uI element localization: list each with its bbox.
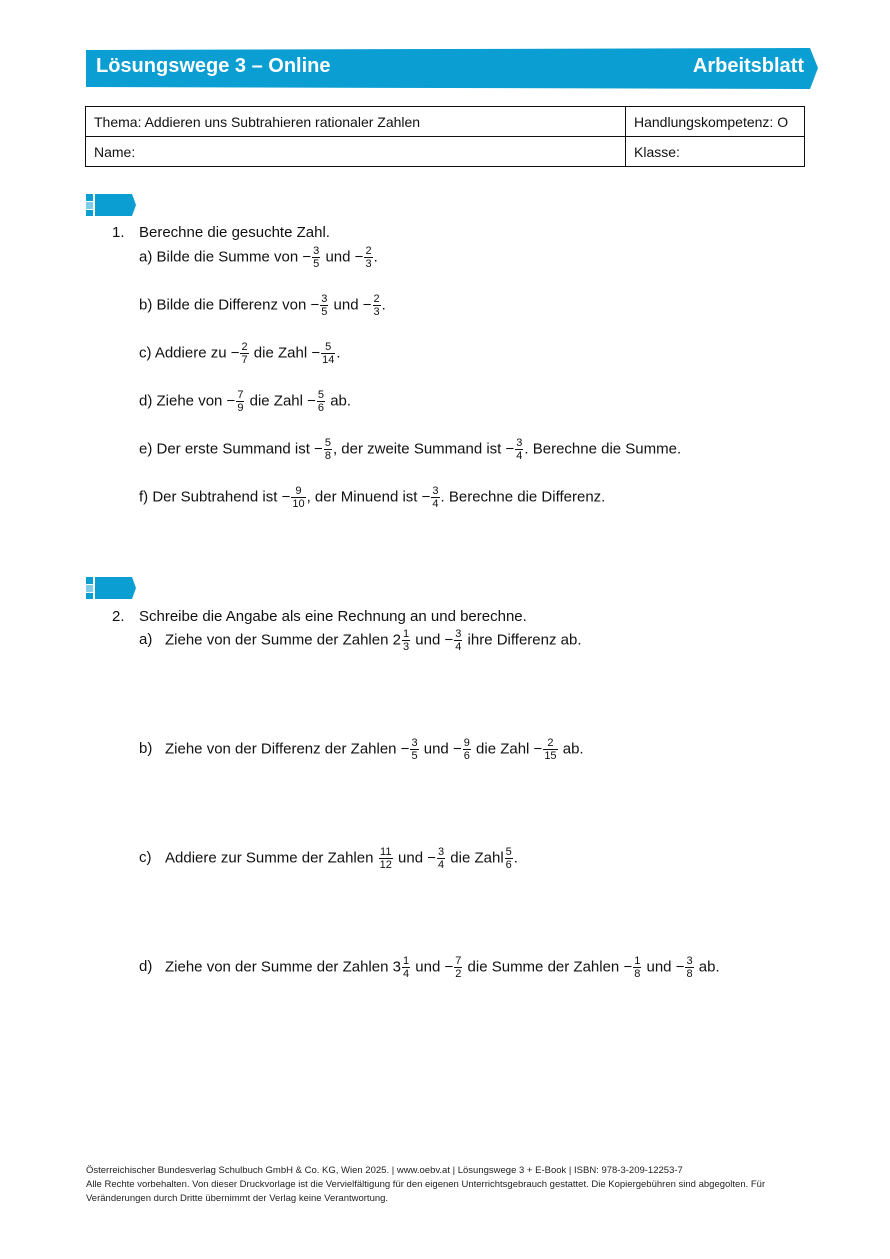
denominator: 2 [455,968,462,980]
text: und − [415,958,454,976]
denominator: 10 [292,498,305,510]
numerator: 2 [543,737,557,750]
numerator: 3 [516,437,523,449]
denominator: 5 [411,750,418,762]
text: d) Ziehe von − [139,392,236,410]
info-table [85,106,805,167]
text: c) Addiere zu − [139,344,240,362]
numerator: 9 [463,737,470,749]
fraction [454,628,462,653]
header-type: Arbeitsblatt [692,55,804,77]
fraction [236,389,244,414]
footer [86,1164,806,1206]
task1-b [139,293,386,318]
text: die Zahl − [253,344,321,362]
fraction [505,846,513,871]
numerator: 1 [402,955,410,967]
fraction [402,955,410,980]
text: . [336,344,341,362]
text: . [513,849,518,867]
fraction [410,737,418,762]
text: die Summe der Zahlen − [467,958,633,976]
text: Addiere zur Summe der Zahlen [165,849,374,867]
task1-a [139,245,378,270]
text: und − [398,849,436,867]
numerator: 3 [455,628,462,640]
numerator: 3 [686,955,693,967]
task1-e [139,437,681,462]
numerator: 1 [634,955,641,967]
fraction [543,737,557,762]
denominator: 4 [402,968,410,980]
fraction [402,628,410,653]
fraction [312,245,320,270]
item-label: a) [139,631,153,649]
text: und − [646,958,685,976]
klasse-cell[interactable]: Klasse: [626,137,805,167]
fraction [317,389,325,414]
numerator: 7 [237,389,244,401]
fraction [431,485,439,510]
task1-d [139,389,351,414]
fraction [321,341,335,366]
fraction [454,955,462,980]
text: ihre Differenz ab. [467,631,582,649]
fraction [633,955,641,980]
denominator: 4 [455,641,462,653]
text: ab. [562,740,584,758]
task2-a [139,628,581,653]
numerator: 5 [321,341,335,354]
text: ab. [330,392,352,410]
denominator: 6 [317,402,325,414]
text: Ziehe von der Summe der Zahlen 2 [165,631,401,649]
numerator: 2 [241,341,248,353]
text: und − [415,631,454,649]
text: die Zahl [446,849,504,867]
text: ab. [698,958,720,976]
numerator: 9 [291,485,305,498]
denominator: 3 [402,641,410,653]
numerator: 2 [365,245,372,257]
text: die Zahl − [249,392,316,410]
denominator: 12 [379,859,392,871]
task2-d [139,955,720,980]
denominator: 4 [438,859,445,871]
text: Ziehe von der Summe der Zahlen 3 [165,958,401,976]
text: e) Der erste Summand ist − [139,440,323,458]
numerator: 5 [317,389,325,401]
text: Ziehe von der Differenz der Zahlen − [165,740,410,758]
item-label: c) [139,849,152,867]
name-cell[interactable]: Name: [86,137,626,167]
numerator: 11 [380,846,392,858]
fraction [379,846,393,871]
denominator: 6 [463,750,470,762]
denominator: 8 [634,968,641,980]
numerator: 1 [402,628,410,640]
text: , der zweite Summand ist − [332,440,515,458]
denominator: 4 [516,450,523,462]
fraction [373,293,381,318]
task1-f [139,485,605,510]
denominator: 4 [432,498,439,510]
fraction [291,485,305,510]
section-marker-icon [86,577,136,599]
fraction [463,737,471,762]
text: . [373,248,378,266]
item-label: d) [139,958,153,976]
numerator: 3 [411,737,418,749]
section-marker-icon [86,194,136,216]
fraction [685,955,693,980]
text: b) Bilde die Differenz von − [139,296,320,314]
header-banner [86,48,818,89]
text: die Zahl − [476,740,543,758]
footer-rights: Alle Rechte vorbehalten. Von dieser Druckvorlage ist die Vervielfältigung für den eigenen Unterrichtsgebrauch gestattet. Die Kopiergebühren sind abgegolten. Für Veränderungen durch Dritte übernimmt der Verlag keine Verantwortung. [86,1179,766,1204]
fraction [364,245,372,270]
text: . [381,296,386,314]
numerator: 3 [321,293,328,305]
kompetenz-cell: Handlungskompetenz: O [626,107,805,137]
numerator: 3 [438,846,445,858]
text: f) Der Subtrahend ist − [139,488,291,506]
numerator: 5 [505,846,512,858]
text: und − [333,296,372,314]
footer-publisher: Österreichischer Bundesverlag Schulbuch GmbH & Co. KG, Wien 2025. | www.oebv.at | Lösungswege 3 + E-Book | ISBN: 978-3-209-12253-7 [86,1165,683,1176]
numerator: 3 [313,245,320,257]
text: . Berechne die Summe. [524,440,682,458]
denominator: 6 [505,859,512,871]
numerator: 7 [455,955,462,967]
task2-number: 2. [112,608,125,625]
denominator: 3 [365,258,372,270]
denominator: 14 [322,354,335,366]
denominator: 8 [324,450,331,462]
numerator: 3 [432,485,439,497]
item-label: b) [139,740,153,758]
fraction [515,437,523,462]
fraction [240,341,248,366]
text: . Berechne die Differenz. [440,488,606,506]
task2-b [139,737,584,762]
numerator: 2 [373,293,380,305]
denominator: 8 [686,968,693,980]
fraction [437,846,445,871]
text: , der Minuend ist − [306,488,431,506]
task1-c [139,341,341,366]
task2-intro: Schreibe die Angabe als eine Rechnung an und berechne. [139,608,527,625]
text: und − [325,248,364,266]
task1-intro: Berechne die gesuchte Zahl. [139,224,330,241]
fraction [320,293,328,318]
denominator: 3 [373,306,380,318]
text: und − [423,740,462,758]
fraction [324,437,332,462]
denominator: 7 [241,354,248,366]
thema-cell: Thema: Addieren uns Subtrahieren rationaler Zahlen [86,107,626,137]
text: a) Bilde die Summe von − [139,248,312,266]
denominator: 15 [544,750,557,762]
denominator: 5 [321,306,328,318]
denominator: 5 [313,258,320,270]
denominator: 9 [237,402,244,414]
task2-c [139,846,518,871]
numerator: 5 [324,437,331,449]
header-title: Lösungswege 3 – Online [96,55,331,77]
task1-number: 1. [112,224,125,241]
